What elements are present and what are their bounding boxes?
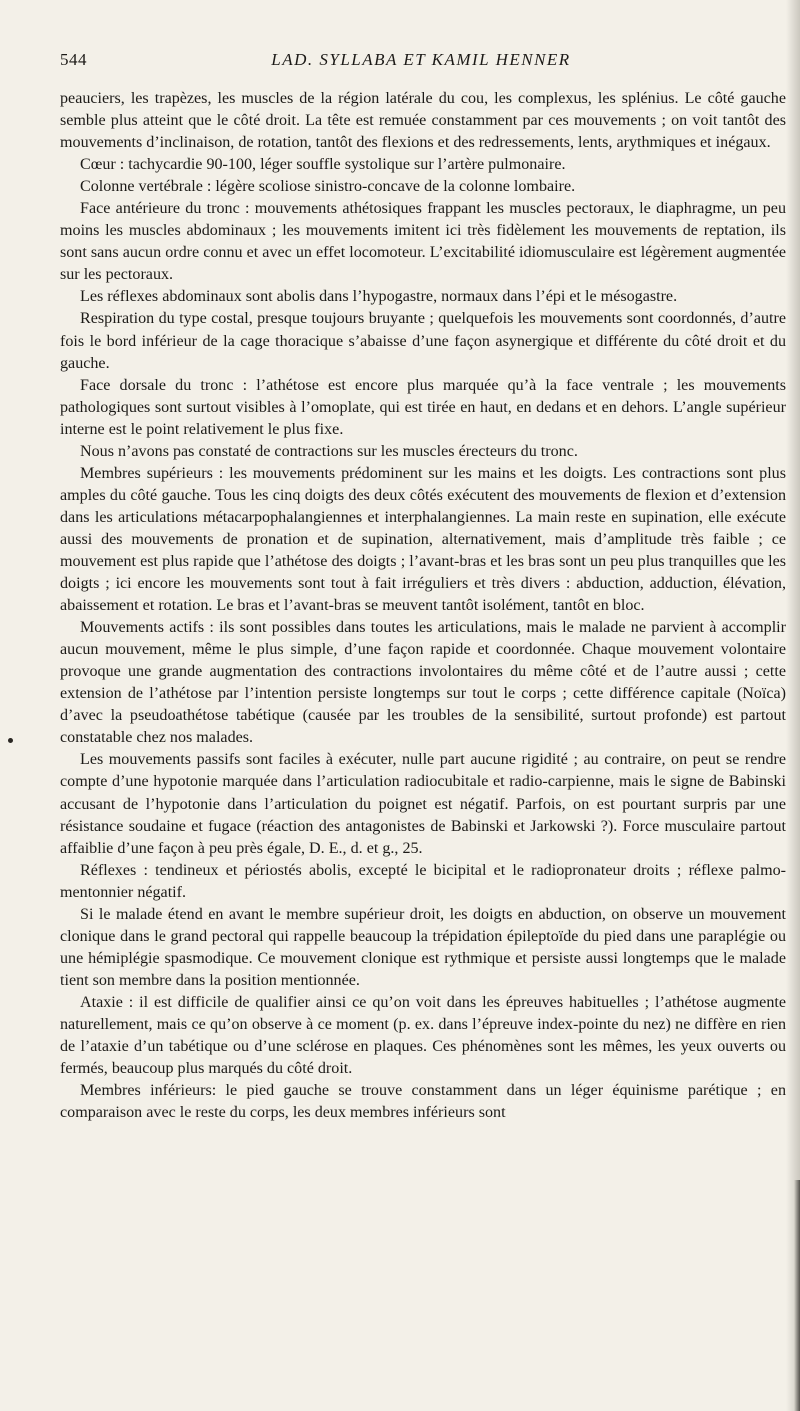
paragraph: Ataxie : il est difficile de qualifier ainsi ce qu’on voit dans les épreuves habituelles ; l’athétose augmente naturellement, mais ce qu’on observe à ce moment (p. ex. dans l’épreuve index-pointe du nez) ne diffère en rien de l’ataxie d’un tabétique ou d’une sclérose en plaques. Ces phénomènes sont les mêmes, les yeux ouverts ou fermés, beaucoup plus marqués du côté droit. <box>60 993 786 1078</box>
paragraph: Respiration du type costal, presque toujours bruyante ; quelquefois les mouvements sont coordonnés, d’autre fois le bord inférieur de la cage thoracique s’abaisse d’une façon asynergique et différente du côté droit et du gauche. <box>60 310 786 372</box>
paragraph: Nous n’avons pas constaté de contractions sur les muscles érecteurs du tronc. <box>80 442 578 460</box>
paragraph: Si le malade étend en avant le membre supérieur droit, les doigts en abduction, on observe un mouvement clonique dans le grand pectoral qui rappelle beaucoup la trépidation épileptoïde du pied dans une paraplégie ou une hémiplégie spasmodique. Ce mouvement clonique est rythmique et persiste aussi longtemps que le malade tient son membre dans la position mentionnée. <box>60 905 786 989</box>
paragraph: Face antérieure du tronc : mouvements athétosiques frappant les muscles pectoraux, le diaphragme, un peu moins les muscles abdominaux ; les mouvements imitent ici très fidèlement les mouvements de reptation, ils sont sans aucun ordre connu et avec un effet locomoteur. L’excitabilité idiomusculaire est légèrement augmentée sur les pectoraux. <box>60 200 786 284</box>
paragraph: Membres inférieurs: le pied gauche se trouve constamment dans un léger équinisme parétique ; en comparaison avec le reste du corps, les deux membres inférieurs sont <box>60 1082 786 1122</box>
margin-ink-dot <box>8 738 13 743</box>
paragraph: Les réflexes abdominaux sont abolis dans l’hypogastre, normaux dans l’épi et le mésogastre. <box>80 288 678 306</box>
paragraph: Les mouvements passifs sont faciles à exécuter, nulle part aucune rigidité ; au contraire, on peut se rendre compte d’une hypotonie marquée dans l’articulation radiocubitale et radio-carpienne, mais le signe de Babinski accusant de l’hypotonie dans l’articulation du poignet est négatif. Parfois, on est pourtant surpris par une résistance soudaine et fugace (réaction des antagonistes de Babinski et Jarkowski ?). Force musculaire partout affaiblie d’une façon à peu près égale, D. E., d. et g., 25. <box>60 751 786 857</box>
page-header <box>60 50 762 74</box>
paragraph: peauciers, les trapèzes, les muscles de la région latérale du cou, les complexus, les splénius. Le côté gauche semble plus atteint que le côté droit. La tête est remuée constamment par ces mouvements ; on voit tantôt des mouvements d’inclinaison, de rotation, tantôt des flexions et des redressements, lents, arythmiques et inégaux. <box>60 90 786 152</box>
running-title: LAD. SYLLABA ET KAMIL HENNER <box>271 50 571 69</box>
paragraph: Membres supérieurs : les mouvements prédominent sur les mains et les doigts. Les contractions sont plus amples du côté gauche. Tous les cinq doigts des deux côtés exécutent des mouvements de flexion et d’extension dans les articulations métacarpophalangiennes et interphalangiennes. La main reste en supination, elle exécute aussi des mouvements de pronation et de supination, alternativement, mais d’amplitude très faible ; ce mouvement est plus rapide que l’athétose des doigts ; l’avant-bras et les bras sont un peu plus tranquilles que les doigts ; ici encore les mouvements sont tout à fait irréguliers et très divers : abduction, adduction, élévation, abaissement et rotation. Le bras et l’avant-bras se meuvent tantôt isolément, tantôt en bloc. <box>60 464 786 615</box>
paragraph: Réflexes : tendineux et périostés abolis, excepté le bicipital et le radiopronateur droits ; réflexe palmo-mentonnier négatif. <box>60 861 786 901</box>
page-edge-dark <box>794 1180 800 1411</box>
paragraph: Face dorsale du tronc : l’athétose est encore plus marquée qu’à la face ventrale ; les mouvements pathologiques sont surtout visibles à l’omoplate, qui est tirée en haut, en dedans et en dehors. L’angle supérieur interne est le point relativement le plus fixe. <box>60 376 786 438</box>
body-text <box>60 88 786 1124</box>
paragraph: Cœur : tachycardie 90-100, léger souffle systolique sur l’artère pulmonaire. <box>80 156 566 174</box>
page-number: 544 <box>60 50 87 69</box>
paragraph: Mouvements actifs : ils sont possibles dans toutes les articulations, mais le malade ne parvient à accomplir aucun mouvement, même le plus simple, d’une façon rapide et coordonnée. Chaque mouvement volontaire provoque une grande augmentation des contractions involontaires du même côté et de l’autre aussi ; cette extension de l’athétose par l’intention persiste longtemps sur tout le corps ; cette différence capitale (Noïca) d’avec la pseudoathétose tabétique (causée par les troubles de la sensibilité, surtout profonde) est partout constatable chez nos malades. <box>60 619 786 747</box>
paragraph: Colonne vertébrale : légère scoliose sinistro-concave de la colonne lombaire. <box>80 178 576 196</box>
